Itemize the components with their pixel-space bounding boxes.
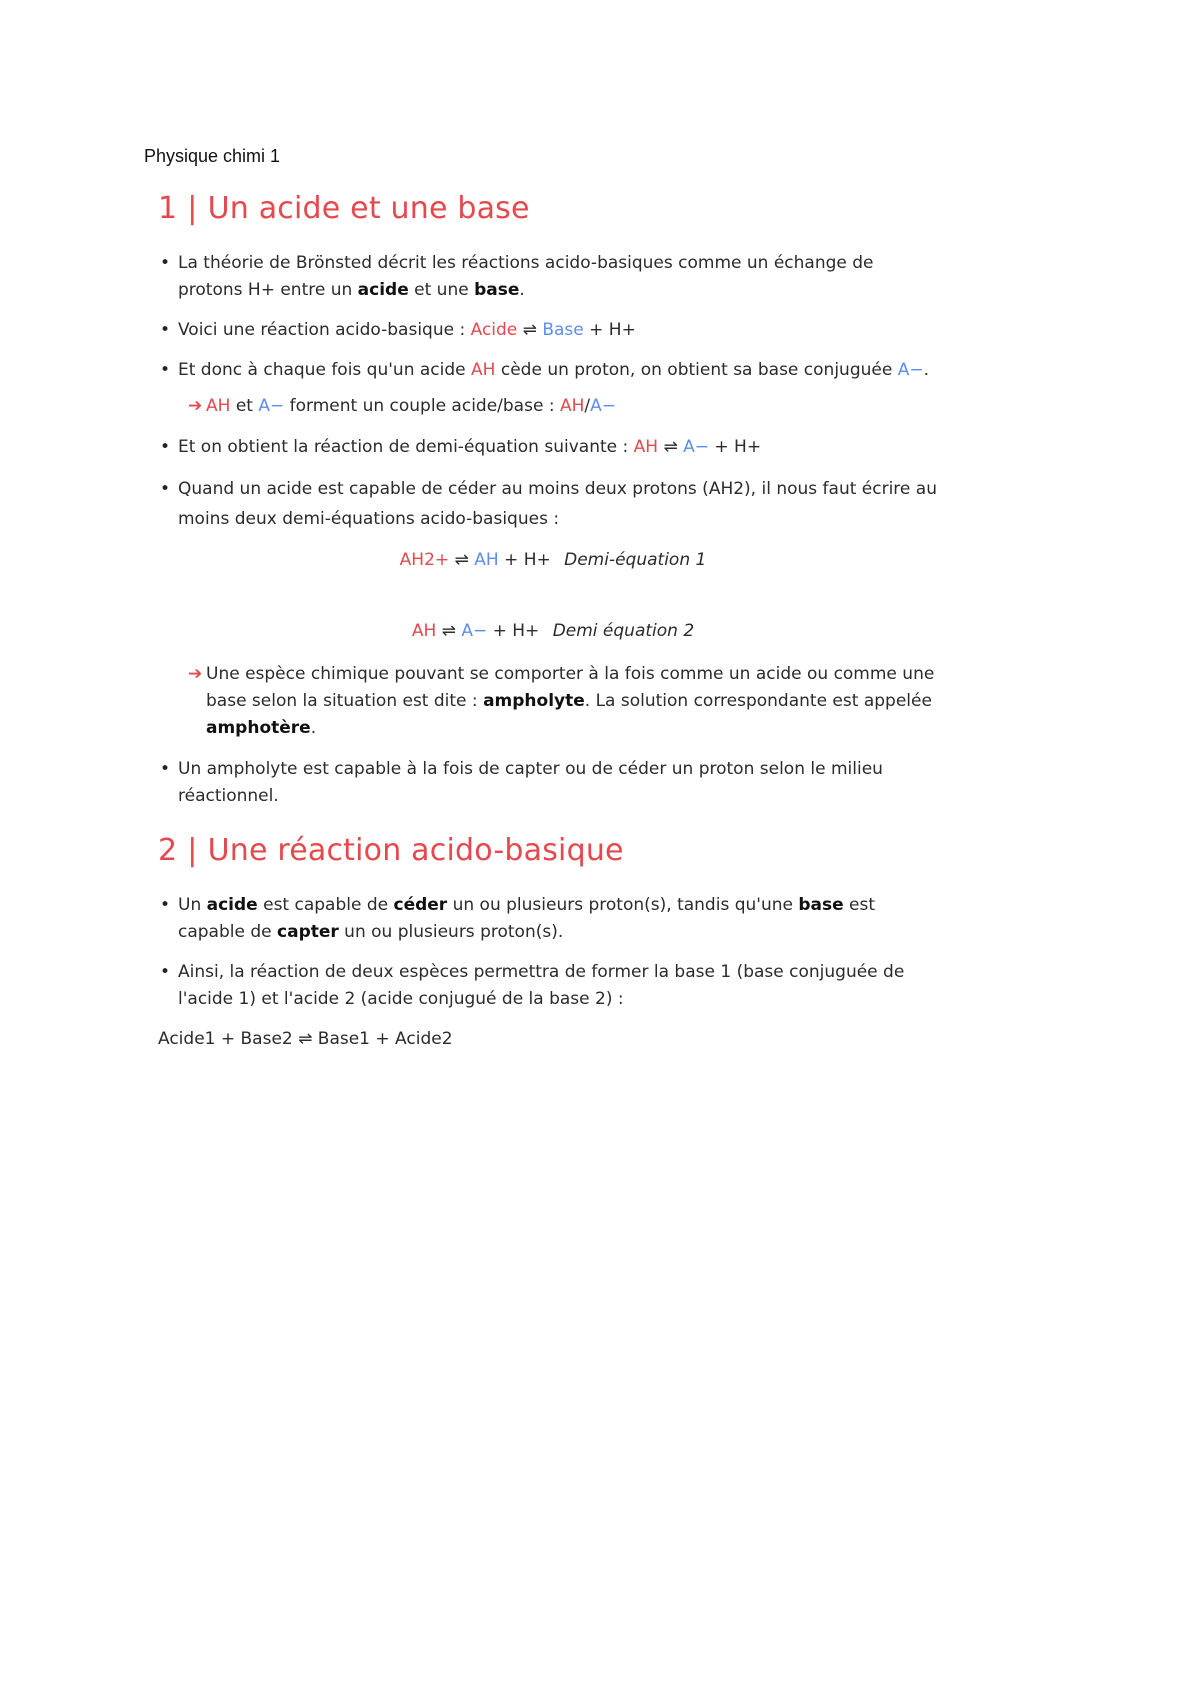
section-1-title xyxy=(158,190,938,228)
section-title-text: Une réaction acido-basique xyxy=(207,833,624,868)
list-item: • Ainsi, la réaction de deux espèces permettra de former la base 1 (base conjuguée de l'acide 1) et l'acide 2 (acide conjugué de la base 2) : xyxy=(158,959,938,1013)
section-number: 1 xyxy=(158,191,178,226)
section-2-title xyxy=(158,832,938,870)
section-separator: | xyxy=(187,191,198,226)
global-equation: Acide1 + Base2 ⇌ Base1 + Acide2 xyxy=(158,1029,453,1049)
arrow-right-icon: ➔ xyxy=(188,396,203,416)
list-item: • Un ampholyte est capable à la fois de capter ou de céder un proton selon le milieu réactionnel. xyxy=(158,756,938,810)
list-item: • Et on obtient la réaction de demi-équation suivante : AH ⇌ A− + H+ xyxy=(158,434,938,461)
half-equation-2: AH ⇌ A− + H+ Demi équation 2 xyxy=(411,621,695,641)
list-item: • Quand un acide est capable de céder au moins deux protons (AH2), il nous faut écrire au moins deux demi-équations acido-basiques : xyxy=(158,474,938,534)
section-title-text: Un acide et une base xyxy=(207,191,530,226)
half-equation-1: AH2+ ⇌ AH + H+ Demi-équation 1 xyxy=(399,550,707,570)
arrow-note-ampholyte: ➔ Une espèce chimique pouvant se comporter à la fois comme un acide ou comme une base selon la situation est dite : ampholyte. La solution correspondante est appelée amphotère. xyxy=(158,661,938,742)
section-number: 2 xyxy=(158,833,178,868)
page-header: Physique chimi 1 xyxy=(144,146,281,166)
list-item: • La théorie de Brönsted décrit les réactions acido-basiques comme un échange de protons H+ entre un acide et une base. xyxy=(158,250,938,304)
section-1-list-cont xyxy=(158,434,938,534)
list-item: • Voici une réaction acido-basique : Acide ⇌ Base + H+ xyxy=(158,317,938,344)
document-body xyxy=(158,190,938,1053)
list-item: • Un acide est capable de céder un ou plusieurs proton(s), tandis qu'une base est capable de capter un ou plusieurs proton(s). xyxy=(158,892,938,946)
section-separator: | xyxy=(187,833,198,868)
arrow-right-icon: ➔ xyxy=(188,664,203,684)
section-1-list xyxy=(158,250,938,384)
arrow-note-couple: ➔ AH et A− forment un couple acide/base : AH/A− xyxy=(158,393,938,420)
section-2-list xyxy=(158,892,938,1013)
section-1-list-end xyxy=(158,756,938,810)
list-item: • Et donc à chaque fois qu'un acide AH cède un proton, on obtient sa base conjuguée A−. xyxy=(158,357,938,384)
